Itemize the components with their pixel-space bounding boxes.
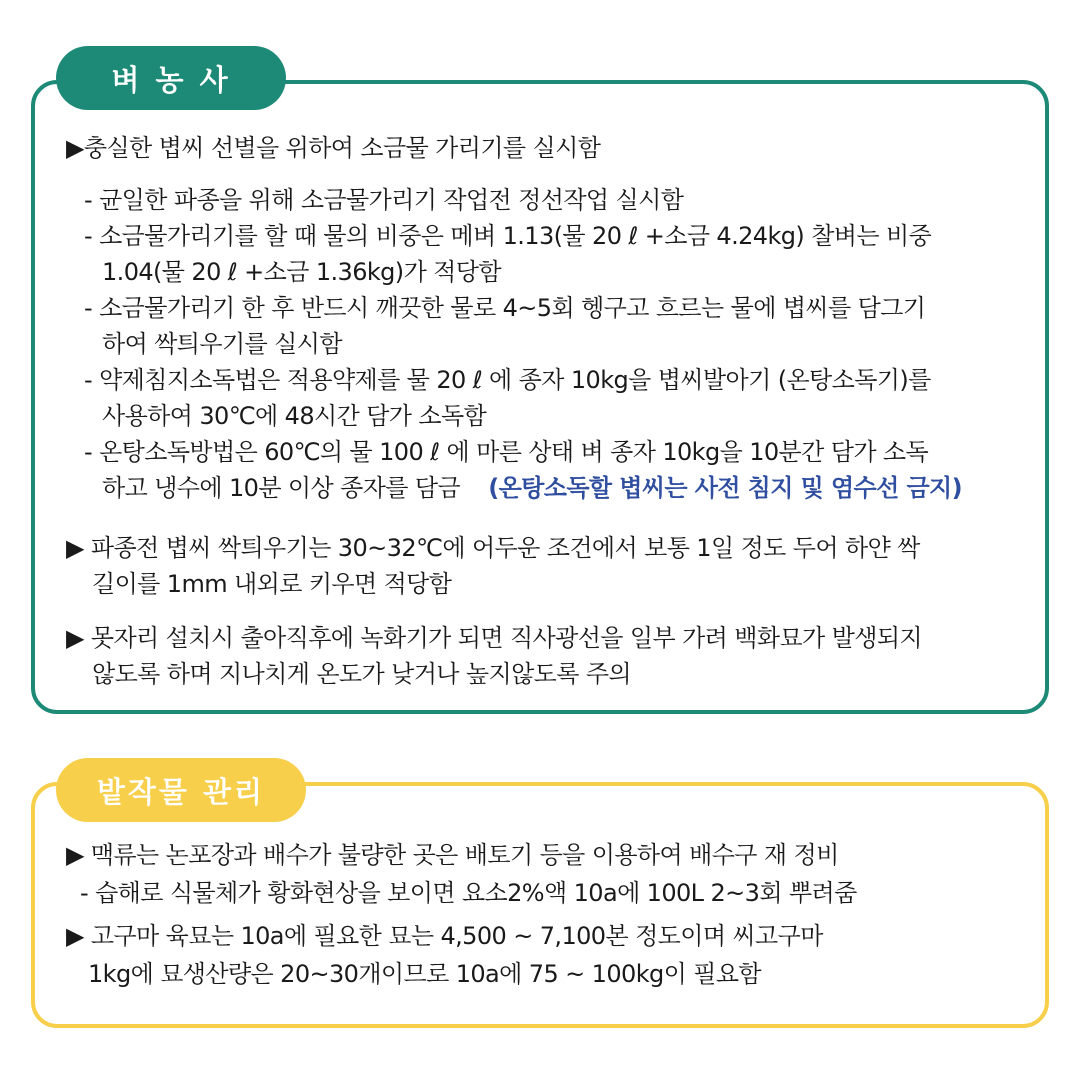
rice-sub-point-3-cont: 하여 싹틔우기를 실시함 (102, 330, 342, 358)
warning-highlight: (온탕소독할 볍씨는 사전 침지 및 염수선 금지) (488, 474, 962, 502)
field-main-point-1: ▶ 맥류는 논포장과 배수가 불량한 곳은 배토기 등을 이용하여 배수구 재 정비 (66, 841, 839, 869)
rice-sub-point-3: - 소금물가리기 한 후 반드시 깨끗한 물로 4~5회 헹구고 흐르는 물에 볍씨를 담그기 (84, 294, 926, 322)
rice-sub-point-5: - 온탕소독방법은 60℃의 물 100 ℓ 에 마른 상태 벼 종자 10kg을 10분간 담가 소독 (84, 438, 929, 466)
rice-main-point-2: ▶ 파종전 볍씨 싹틔우기는 30~32℃에 어두운 조건에서 보통 1일 정도 두어 하얀 싹 (66, 534, 920, 562)
rice-farming-title: 벼 농 사 (56, 46, 286, 110)
rice-main-point-3: ▶ 못자리 설치시 출아직후에 녹화기가 되면 직사광선을 일부 가려 백화묘가 발생되지 (66, 624, 923, 652)
field-main-point-2: ▶ 고구마 육묘는 10a에 필요한 묘는 4,500 ~ 7,100본 정도이며 씨고구마 (66, 922, 823, 950)
rice-sub-point-1: - 균일한 파종을 위해 소금물가리기 작업전 정선작업 실시함 (84, 186, 684, 214)
rice-sub-point-4-cont: 사용하여 30℃에 48시간 담가 소독함 (102, 402, 487, 430)
field-main-point-2-cont: 1kg에 묘생산량은 20~30개이므로 10a에 75 ~ 100kg이 필요함 (88, 960, 761, 988)
rice-sub-point-4: - 약제침지소독법은 적용약제를 물 20 ℓ 에 종자 10kg을 볍씨발아기 (온탕소독기)를 (84, 366, 931, 394)
field-sub-point-1: - 습해로 식물체가 황화현상을 보이면 요소2%액 10a에 100L 2~3회 뿌려줌 (80, 879, 857, 907)
field-crops-title: 밭작물 관리 (56, 758, 306, 822)
rice-sub-point-5-cont-text: 하고 냉수에 10분 이상 종자를 담금 (102, 474, 461, 502)
rice-sub-point-2-cont: 1.04(물 20 ℓ +소금 1.36kg)가 적당함 (102, 258, 501, 286)
rice-sub-point-5-cont (102, 471, 962, 505)
rice-farming-panel (31, 80, 1049, 714)
rice-main-point-3-cont: 않도록 하며 지나치게 온도가 낮거나 높지않도록 주의 (92, 660, 632, 688)
rice-sub-point-2: - 소금물가리기를 할 때 물의 비중은 메벼 1.13(물 20 ℓ +소금 4.24kg) 찰벼는 비중 (84, 222, 932, 250)
rice-main-point-2-cont: 길이를 1mm 내외로 키우면 적당함 (92, 570, 452, 598)
rice-main-point-1: ▶충실한 볍씨 선별을 위하여 소금물 가리기를 실시함 (66, 134, 601, 162)
